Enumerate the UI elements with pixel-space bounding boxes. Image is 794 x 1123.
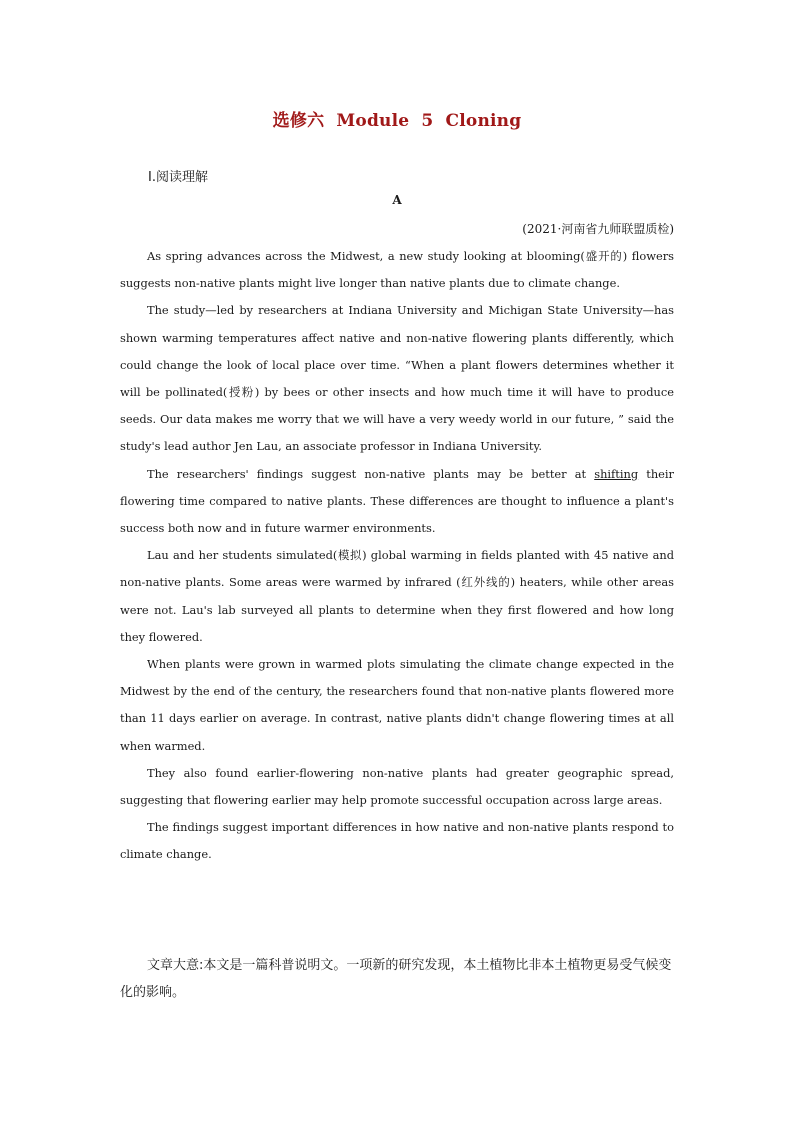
passage-source: (2021·河南省九师联盟质检): [522, 222, 674, 236]
paragraph: The researchers' findings suggest non-native plants may be better at shifting their flowering time compared to native plants. These differences are thought to influence a plant's success both now and in future warmer environments.: [120, 466, 674, 536]
paragraph: They also found earlier-flowering non-native plants had greater geographic spread, suggesting that flowering earlier may help promote successful occupation across large areas.: [120, 765, 674, 808]
paragraph: When plants were grown in warmed plots simulating the climate change expected in the Midwest by the end of the century, the researchers found that non-native plants flowered more than 11 days earlier on average. In contrast, native plants didn't change flowering times at all when warmed.: [120, 657, 674, 753]
paragraph: As spring advances across the Midwest, a new study looking at blooming(盛开的) flowers suggests non-native plants might live longer than native plants due to climate change.: [120, 249, 674, 291]
passage-summary: 文章大意:本文是一篇科普说明文。一项新的研究发现，本土植物比非本土植物更易受气候变化的影响。: [120, 958, 672, 1000]
page-title: 选修六 Module 5 Cloning: [272, 111, 522, 131]
passage-label: A: [392, 193, 402, 207]
paragraph: Lau and her students simulated(模拟) global warming in fields planted with 45 native and non-native plants. Some areas were warmed by infrared (红外线的) heaters, while other areas were not. Lau's lab surveyed all plants to determine when they first flowered and how long they flowered.: [120, 548, 674, 644]
passage-body: [120, 243, 674, 869]
underlined-word: shifting: [594, 466, 639, 481]
section-heading: Ⅰ.阅读理解: [148, 170, 208, 185]
paragraph: The study—led by researchers at Indiana University and Michigan State University—has shown warming temperatures affect native and non-native flowering plants differently, which could change the look of local place over time. “When a plant flowers determines whether it will be pollinated(授粉) by bees or other insects and how much time it will have to produce seeds. Our data makes me worry that we will have a very weedy world in our future, ” said the study's lead author Jen Lau, an associate professor in Indiana University.: [120, 303, 674, 454]
paragraph: The findings suggest important differences in how native and non-native plants respond to climate change.: [120, 820, 674, 862]
